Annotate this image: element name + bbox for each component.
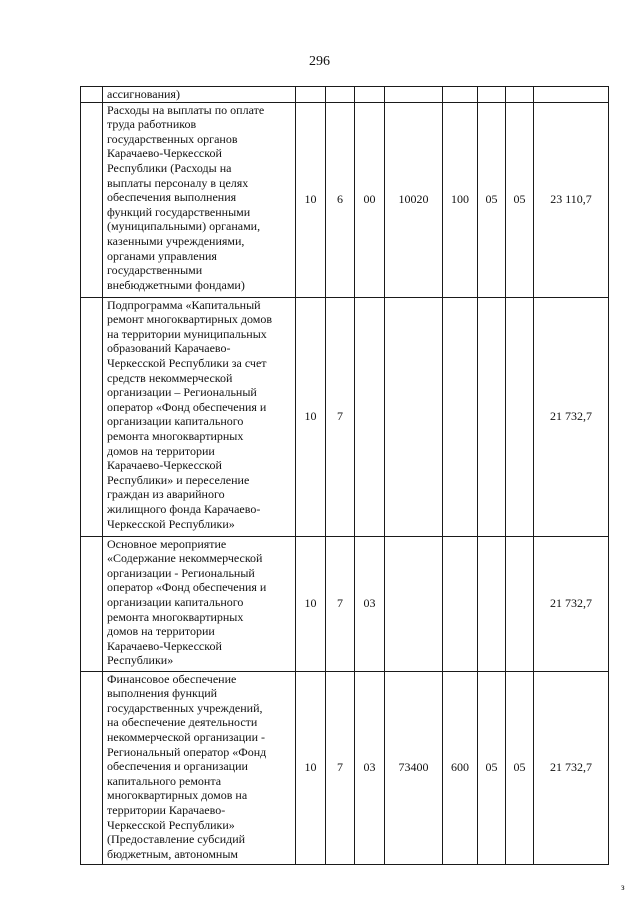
budget-table	[80, 86, 609, 865]
gp-code-cell: 10	[296, 671, 326, 864]
table-row	[81, 87, 609, 103]
subsection-cell	[506, 297, 534, 536]
amount-cell: 21 732,7	[534, 536, 609, 671]
subsection-cell: 05	[506, 671, 534, 864]
direction-code-cell: 73400	[385, 671, 443, 864]
index-cell	[81, 671, 103, 864]
amount-cell: 21 732,7	[534, 671, 609, 864]
subprogram-code-cell: 7	[326, 297, 355, 536]
expense-type-cell	[443, 87, 478, 103]
gp-code-cell: 10	[296, 536, 326, 671]
amount-cell: 23 110,7	[534, 102, 609, 297]
subprogram-code-cell	[326, 87, 355, 103]
table-row	[81, 536, 609, 671]
main-activity-code-cell	[355, 297, 385, 536]
section-cell: 05	[478, 671, 506, 864]
expense-type-cell	[443, 536, 478, 671]
table-row	[81, 297, 609, 536]
page-number: 296	[309, 54, 330, 69]
expense-type-cell	[443, 297, 478, 536]
row-name-cell: Основное мероприятие «Содержание некоммерческой организации - Региональный оператор «Фонд обеспечения и организации капитального ремонта многоквартирных домов на территории Карачаево-Черкесской Республики»	[103, 536, 296, 671]
section-cell	[478, 297, 506, 536]
amount-cell: 21 732,7	[534, 297, 609, 536]
subsection-cell: 05	[506, 102, 534, 297]
table-row	[81, 671, 609, 864]
main-activity-code-cell	[355, 87, 385, 103]
table-row	[81, 102, 609, 297]
main-activity-code-cell: 00	[355, 102, 385, 297]
gp-code-cell: 10	[296, 297, 326, 536]
subsection-cell	[506, 87, 534, 103]
section-cell	[478, 87, 506, 103]
direction-code-cell	[385, 297, 443, 536]
index-cell	[81, 297, 103, 536]
corner-mark: з	[621, 882, 625, 892]
subprogram-code-cell: 7	[326, 536, 355, 671]
index-cell	[81, 102, 103, 297]
direction-code-cell: 10020	[385, 102, 443, 297]
subsection-cell	[506, 536, 534, 671]
index-cell	[81, 87, 103, 103]
gp-code-cell: 10	[296, 102, 326, 297]
subprogram-code-cell: 7	[326, 671, 355, 864]
main-activity-code-cell: 03	[355, 536, 385, 671]
section-cell: 05	[478, 102, 506, 297]
row-name-cell: Финансовое обеспечение выполнения функций государственных учреждений, на обеспечение деятельности некоммерческой организации - Региональный оператор «Фонд обеспечения и организации капитального ремонта многоквартирных домов на территории Карачаево- Черкесской Республики» (Предоставление субсидий бюджетным, автономным	[103, 671, 296, 864]
expense-type-cell: 600	[443, 671, 478, 864]
direction-code-cell	[385, 87, 443, 103]
subprogram-code-cell: 6	[326, 102, 355, 297]
row-name-cell: Расходы на выплаты по оплате труда работников государственных органов Карачаево-Черкесской Республики (Расходы на выплаты персоналу в целях обеспечения выполнения функций государственными (муниципальными) органами, казенными учреждениями, органами управления государственными внебюджетными фондами)	[103, 102, 296, 297]
gp-code-cell	[296, 87, 326, 103]
direction-code-cell	[385, 536, 443, 671]
main-activity-code-cell: 03	[355, 671, 385, 864]
amount-cell	[534, 87, 609, 103]
section-cell	[478, 536, 506, 671]
row-name-cell: ассигнования)	[103, 87, 296, 103]
expense-type-cell: 100	[443, 102, 478, 297]
index-cell	[81, 536, 103, 671]
row-name-cell: Подпрограмма «Капитальный ремонт многоквартирных домов на территории муниципальных образований Карачаево- Черкесской Республики за счет средств некоммерческой организации – Региональный оператор «Фонд обеспечения и организации капитального ремонта многоквартирных домов на территории Карачаево-Черкесской Республики» и переселение граждан из аварийного жилищного фонда Карачаево- Черкесской Республики»	[103, 297, 296, 536]
